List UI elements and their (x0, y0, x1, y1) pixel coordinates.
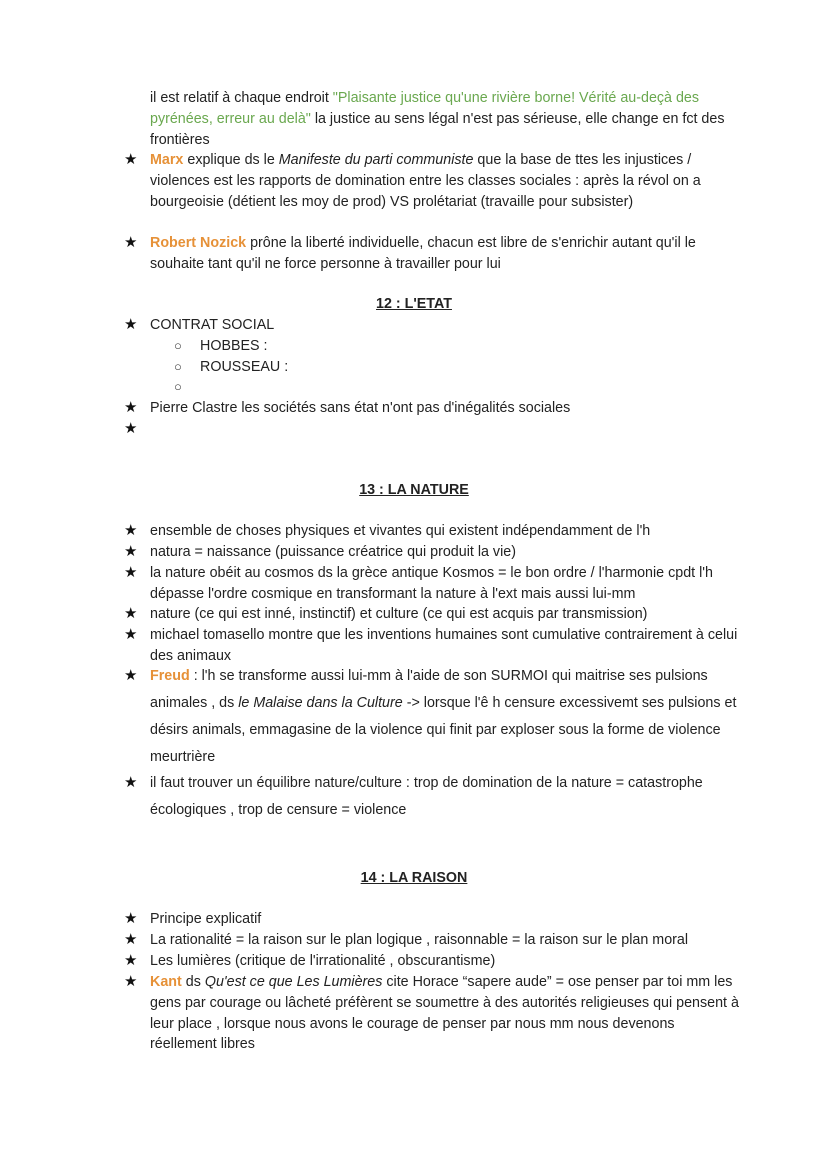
star-bullet: ★ (124, 910, 138, 927)
list-item-contrat-social: CONTRAT SOCIAL (150, 317, 275, 333)
author-name: Kant (150, 974, 182, 990)
list-item-kant (150, 972, 745, 1055)
star-bullet: ★ (124, 564, 138, 581)
circle-bullet: ○ (174, 379, 182, 394)
list-item-natura: natura = naissance (puissance créatrice qui produit la vie) (150, 544, 516, 560)
list-item-marx (150, 150, 745, 212)
author-name: Marx (150, 152, 184, 168)
text: cite Horace “sapere aude” = ose penser par toi mm les gens par courage ou lâcheté préfèrent se soumettre à des autorités religieuses qui pensent à leur place , lorsque nous avons le courage de penser par nous mm nous devenons réellement libres (150, 974, 739, 1053)
sub-item-hobbes: HOBBES : (200, 338, 268, 354)
text: ds (181, 974, 205, 990)
text: prône la liberté individuelle, chacun est libre de s'enrichir autant qu'il le souhaite tant qu'il ne force personne à travailler pour lui (150, 235, 696, 272)
section-heading-12: 12 : L'ETAT (376, 296, 452, 312)
list-item-rationalite: La rationalité = la raison sur le plan logique , raisonnable = la raison sur le plan moral (150, 932, 689, 948)
list-item-equilibre: il faut trouver un équilibre nature/culture : trop de domination de la nature = catastrophe écologiques , trop de censure = violence (150, 775, 703, 818)
star-bullet: ★ (124, 399, 138, 416)
list-item-nozick (150, 233, 745, 275)
text: explique ds le (183, 152, 279, 168)
list-item-cosmos: la nature obéit au cosmos ds la grèce antique Kosmos = le bon ordre / l'harmonie cpdt l'h dépasse l'ordre cosmique en transformant la nature à l'ext mais aussi lui-mm (150, 565, 713, 602)
list-item-lumieres: Les lumières (critique de l'irrationalité , obscurantisme) (150, 953, 496, 969)
list-item-tomasello: michael tomasello montre que les inventions humaines sont cumulative contrairement à celui des animaux (150, 627, 738, 664)
book-title: Manifeste du parti communiste (278, 152, 474, 168)
star-bullet: ★ (124, 151, 138, 168)
book-title: le Malaise dans la Culture (238, 695, 403, 711)
book-title: Qu'est ce que Les Lumières (204, 974, 383, 990)
star-bullet: ★ (124, 234, 138, 251)
text: la justice au sens légal n'est pas sérieuse, elle change en fct des frontières (150, 110, 725, 148)
star-bullet: ★ (124, 626, 138, 643)
circle-bullet: ○ (174, 338, 182, 353)
list-item-principe: Principe explicatif (150, 911, 262, 927)
author-name: Robert Nozick (150, 235, 247, 251)
star-bullet: ★ (124, 605, 138, 622)
star-bullet: ★ (124, 543, 138, 560)
text: il est relatif à chaque endroit (150, 90, 333, 106)
star-bullet: ★ (124, 952, 138, 969)
star-bullet: ★ (124, 774, 138, 791)
text: que la base de ttes les injustices / violences est les rapports de domination entre les classes sociales : après la révol on a bourgeoisie (détient les moy de prod) VS prolétariat (travaille pour subsister) (150, 152, 701, 210)
list-item-freud (150, 663, 745, 771)
sub-item-rousseau: ROUSSEAU : (200, 359, 289, 375)
list-item-clastre: Pierre Clastre les sociétés sans état n'ont pas d'inégalités sociales (150, 400, 571, 416)
star-bullet: ★ (124, 522, 138, 539)
section-heading-14: 14 : LA RAISON (360, 870, 468, 886)
paragraph-relative-justice (150, 88, 745, 150)
star-bullet: ★ (124, 931, 138, 948)
circle-bullet: ○ (174, 359, 182, 374)
star-bullet: ★ (124, 667, 138, 684)
star-bullet: ★ (124, 420, 138, 437)
section-heading-13: 13 : LA NATURE (359, 482, 469, 498)
star-bullet: ★ (124, 316, 138, 333)
star-bullet: ★ (124, 973, 138, 990)
list-item-nature-culture: nature (ce qui est inné, instinctif) et culture (ce qui est acquis par transmission) (150, 606, 648, 622)
text: : l'h se transforme aussi lui-mm à l'aide de son SURMOI qui maitrise ses pulsions animales , ds (150, 668, 708, 711)
pascal-quote: "Plaisante justice qu'une rivière borne! Vérité au-deçà des pyrénées, erreur au delà" (150, 90, 700, 127)
author-name: Freud (150, 668, 190, 684)
list-item-nature-definition: ensemble de choses physiques et vivantes qui existent indépendamment de l'h (150, 523, 651, 539)
text: -> lorsque l'ê h censure excessivemt ses pulsions et désirs animals, emmagasine de la violence qui finit par exploser sous la forme de violence meurtrière (150, 695, 737, 765)
